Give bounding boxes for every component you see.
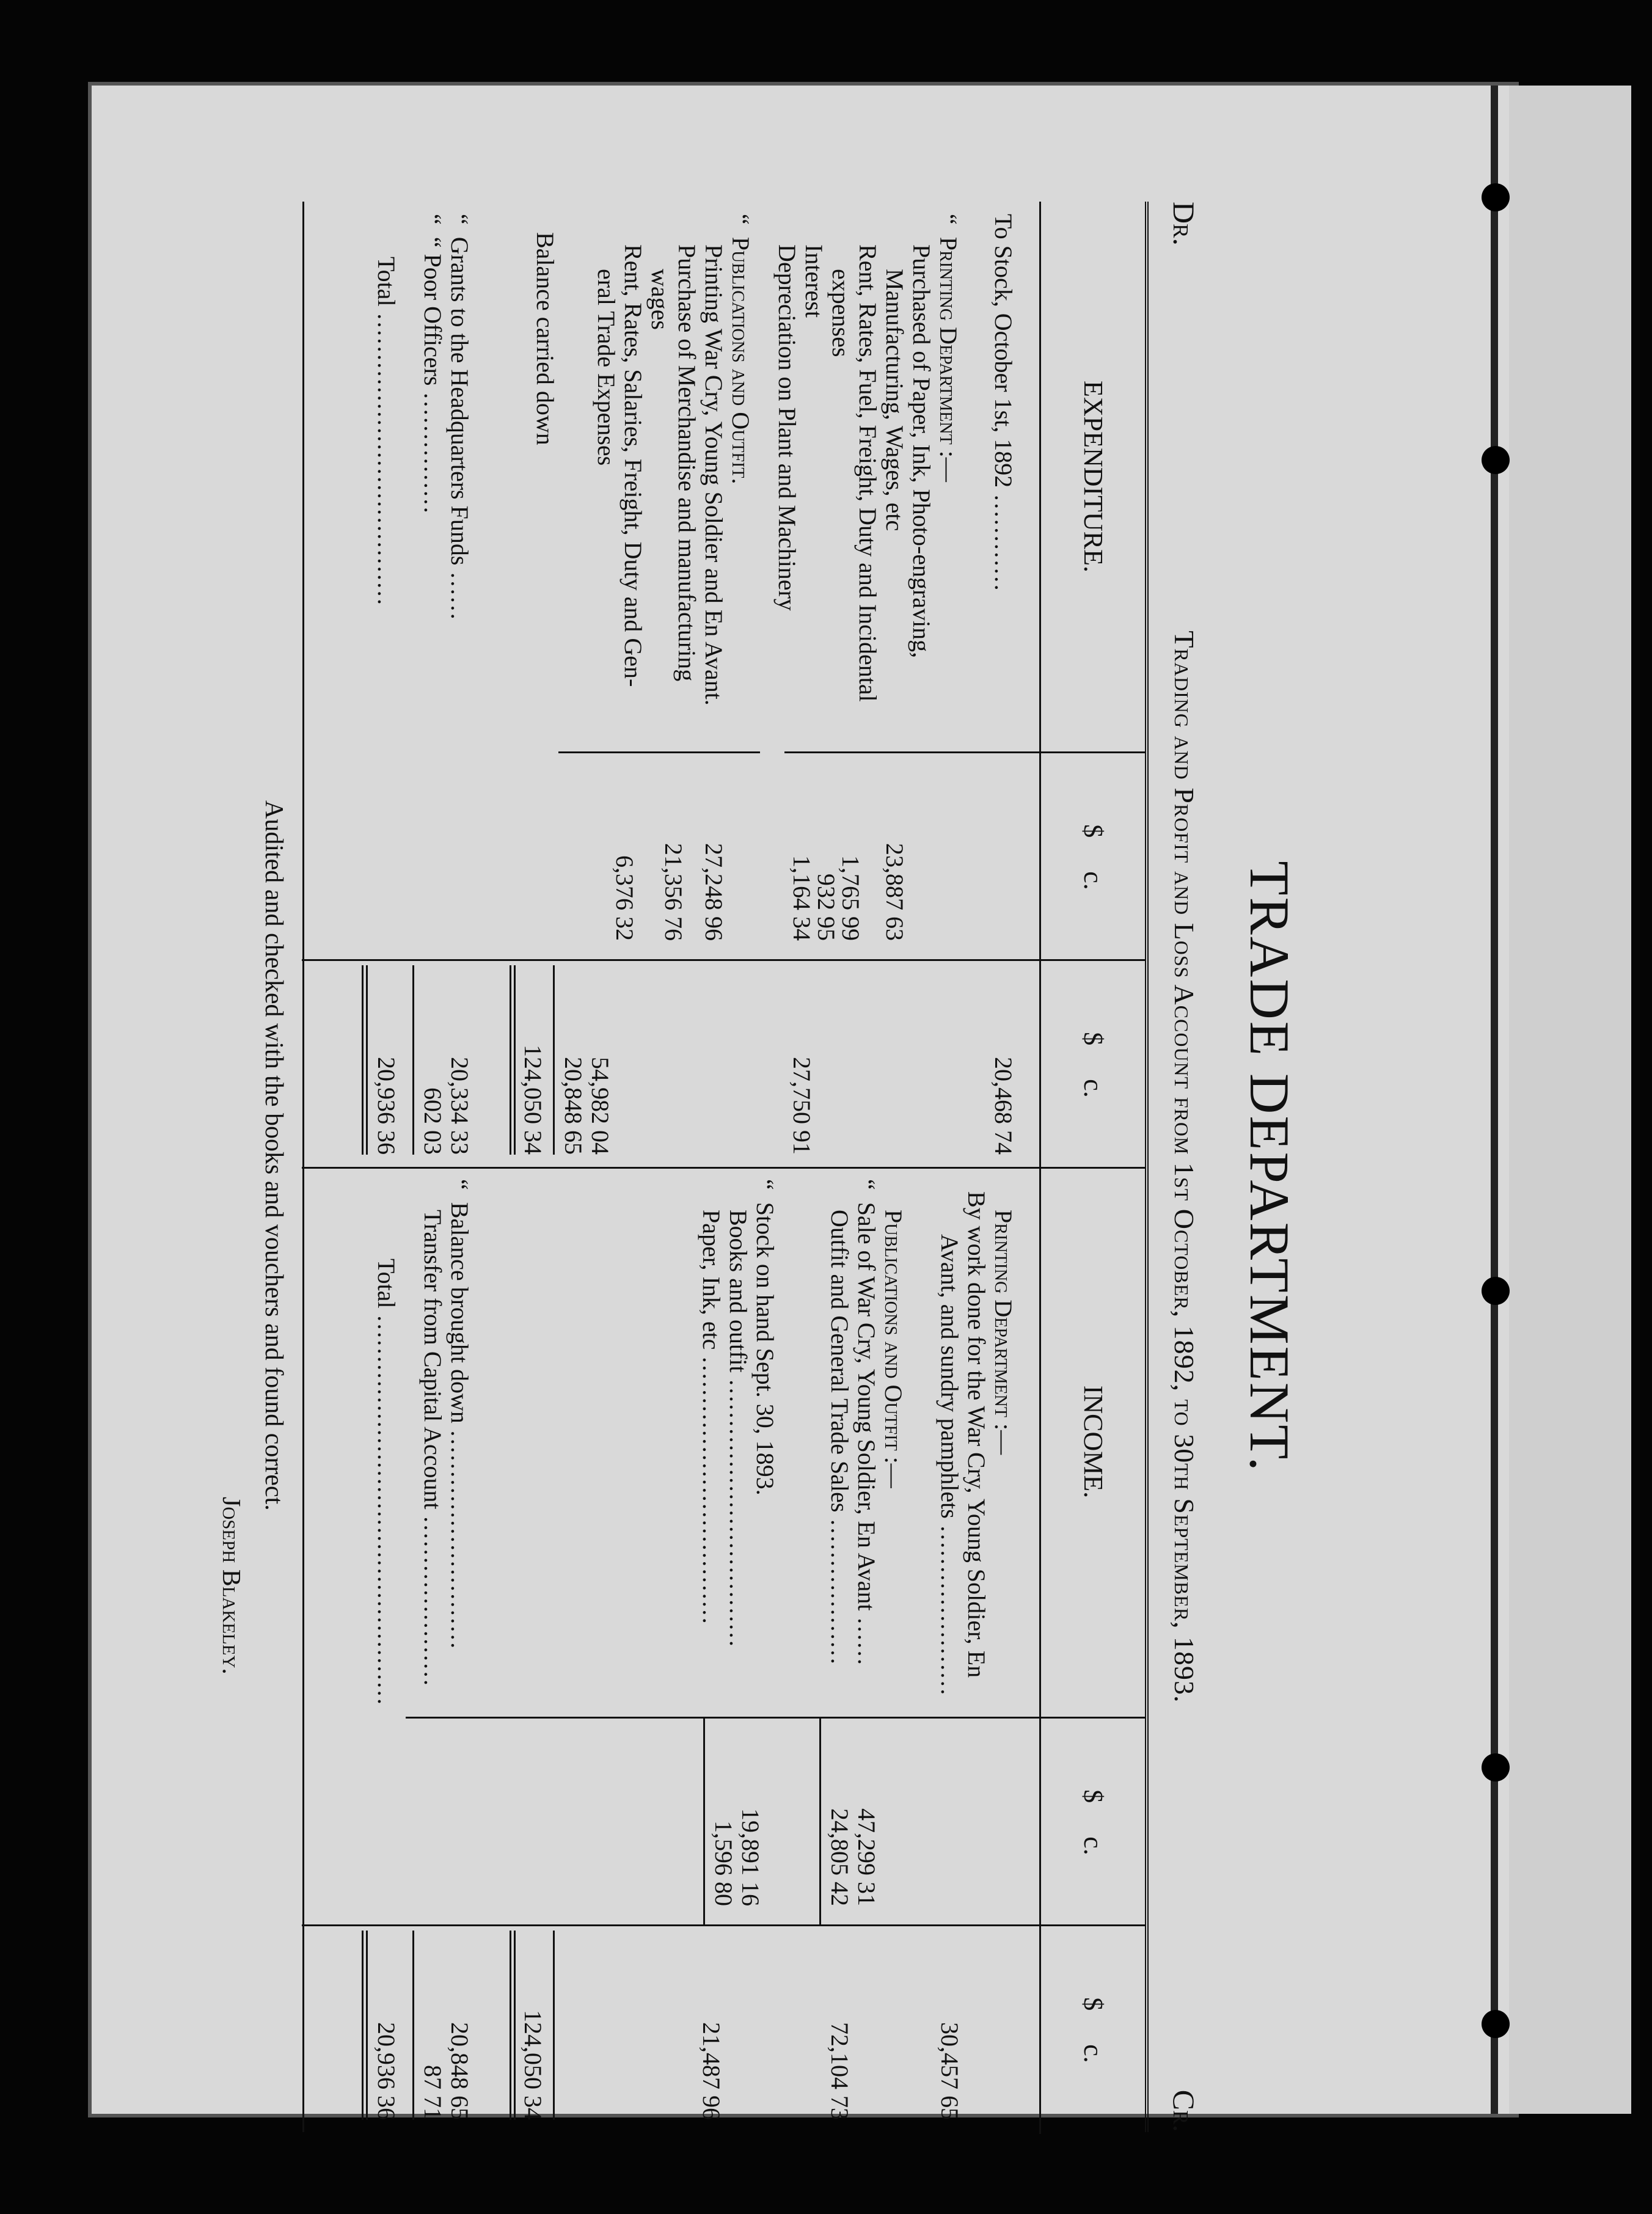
income-balance-amount-2: 87 71 [419, 2065, 447, 2120]
publications-item-3: Rent, Rates, Salaries, Freight, Duty and Gen- [620, 244, 647, 687]
grant-row-1: “ Grants to the Headquarters Funds …… [446, 214, 473, 621]
credit-label: Cr. [1167, 2089, 1201, 2132]
publications-total: 54,982 04 [587, 1057, 614, 1155]
income-publications-amount-1: 47,299 31 [853, 1808, 880, 1906]
ledger-document [128, 189, 1301, 2144]
expenditure-subtotal: 124,050 34 [519, 1045, 547, 1155]
ledger-table [302, 202, 1149, 2132]
expenditure-side [302, 202, 1145, 1169]
income-stock-row-1: Books and outfit …………………………… [725, 1210, 752, 1648]
printing-item-1-cont: Manufacturing, Wages, etc [881, 269, 908, 532]
balance-carried-amount: 20,848 65 [560, 1057, 587, 1155]
income-publications-total: 72,104 73 [826, 2022, 853, 2120]
grant-amount-1: 20,334 33 [446, 1057, 473, 1155]
income-balance-row-2: Transfer from Capital Account ………………… [419, 1210, 447, 1687]
sum-rule [553, 1931, 555, 2120]
income-printing-total: 30,457 65 [936, 2022, 963, 2120]
double-rule [362, 1931, 368, 2120]
income-inner-currency: $ c. [1039, 1717, 1145, 1926]
column-rule [302, 1924, 1041, 1926]
expenditure-outer-currency: $ c. [1039, 959, 1145, 1169]
printing-item-3-amount: 932 95 [813, 874, 840, 941]
debit-label: Dr. [1167, 202, 1201, 246]
sum-rule [412, 965, 414, 1155]
binding-hole [1482, 1753, 1510, 1781]
printing-item-2-cont: expenses [827, 269, 855, 357]
printing-item-1: Purchased of Paper, Ink, Photo-engraving, [908, 244, 935, 659]
income-heading: INCOME. [1039, 1167, 1145, 1717]
sum-rule [553, 965, 555, 1155]
printing-item-4: Depreciation on Plant and Machinery [773, 244, 801, 611]
income-printing-cont: Avant, and sundry pamphlets ………………… [936, 1234, 963, 1696]
next-page-edge [1509, 86, 1631, 2114]
balance-carried-down: Balance carried down [532, 232, 559, 445]
column-rule [406, 1717, 1041, 1719]
publications-item-2: Purchase of Merchandise and manufacturing [673, 244, 701, 682]
publications-item-2-cont: wages [646, 269, 674, 330]
income-stock-amount-1: 19,891 16 [737, 1808, 764, 1906]
ledger-bottom-rule [302, 202, 304, 2132]
income-side [302, 1167, 1145, 2132]
double-rule [362, 965, 368, 1155]
binding-hole [1482, 183, 1510, 211]
printing-item-2-amount: 1,765 99 [837, 855, 864, 941]
printing-heading: “ Printing Department :— [935, 214, 962, 482]
printing-item-2: Rent, Rates, Fuel, Freight, Duty and Incidental [854, 244, 882, 702]
account-subtitle: Trading and Profit and Loss Account from 1st October, 1892, to 30th September, 1893. [1169, 630, 1200, 1703]
double-rule [510, 965, 516, 1155]
printing-item-3: Interest [800, 244, 828, 318]
income-publications-row-1: “ Sale of War Cry, Young Soldier, En Avant …… [853, 1179, 880, 1666]
income-total: 20,936 36 [373, 2022, 400, 2120]
sum-rule [412, 1931, 414, 2120]
income-total-row: Total ………………………………………… [373, 1259, 400, 1706]
income-balance-row-1: “ Balance brought down ……………………… [446, 1179, 473, 1650]
expenditure-total-row: Total ……………………………… [373, 257, 400, 606]
income-outer-currency: $ c. [1039, 1924, 1145, 2134]
income-printing-item: By work done for the War Cry, Young Soldier, En [963, 1191, 990, 1678]
income-stock-amount-2: 1,596 80 [710, 1821, 737, 1906]
page-title: TRADE DEPARTMENT. [1238, 861, 1301, 1473]
publications-item-3-cont: eral Trade Expenses [593, 269, 620, 466]
printing-item-4-amount: 1,164 34 [788, 855, 816, 941]
publications-item-1-amount: 27,248 96 [700, 843, 728, 941]
income-subtotal: 124,050 34 [519, 2010, 547, 2120]
income-printing-heading: Printing Department :— [990, 1210, 1017, 1455]
binding-hole [1482, 2010, 1510, 2038]
column-rule [302, 959, 1041, 961]
printing-total: 27,750 91 [788, 1057, 816, 1155]
double-rule [510, 1931, 516, 2120]
expenditure-inner-currency: $ c. [1039, 751, 1145, 961]
printing-item-1-amount: 23,887 63 [881, 843, 908, 941]
grant-row-2: “ “ Poor Officers …………… [419, 214, 447, 514]
binding-hole [1482, 1277, 1510, 1305]
income-stock-heading: “ Stock on hand Sept. 30, 1893. [751, 1179, 779, 1496]
audit-note: Audited and checked with the books and vouchers and found correct. [260, 800, 288, 1511]
stock-row: To Stock, October 1st, 1892 ………… [990, 214, 1017, 592]
publications-item-1: Printing War Cry, Young Soldier and En Avant. [700, 244, 728, 706]
publications-item-2-amount: 21,356 76 [660, 843, 687, 941]
sum-rule [819, 1717, 821, 1924]
income-stock-row-2: Paper, Ink, etc …………………………… [698, 1210, 725, 1625]
income-publications-amount-2: 24,805 42 [826, 1808, 853, 1906]
expenditure-heading: EXPENDITURE. [1039, 202, 1145, 751]
income-publications-heading: Publications and Outfit :— [880, 1210, 907, 1488]
auditor-signature: Joseph Blakeley. [217, 1497, 245, 1675]
income-balance-amount-1: 20,848 65 [446, 2022, 473, 2120]
expenditure-total: 20,936 36 [373, 1057, 400, 1155]
sum-rule [703, 1717, 705, 1924]
income-stock-total: 21,487 96 [698, 2022, 725, 2120]
stock-total: 20,468 74 [990, 1057, 1017, 1155]
publications-heading: “ Publications and Outfit. [727, 214, 755, 484]
column-rule [558, 751, 760, 753]
binding-hole [1482, 446, 1510, 474]
publications-item-3-amount: 6,376 32 [611, 855, 638, 941]
binding-strip [1491, 86, 1498, 2114]
column-rule [784, 751, 1041, 753]
grant-amount-2: 602 03 [419, 1087, 447, 1155]
income-publications-row-2: Outfit and General Trade Sales ……………… [826, 1210, 853, 1665]
